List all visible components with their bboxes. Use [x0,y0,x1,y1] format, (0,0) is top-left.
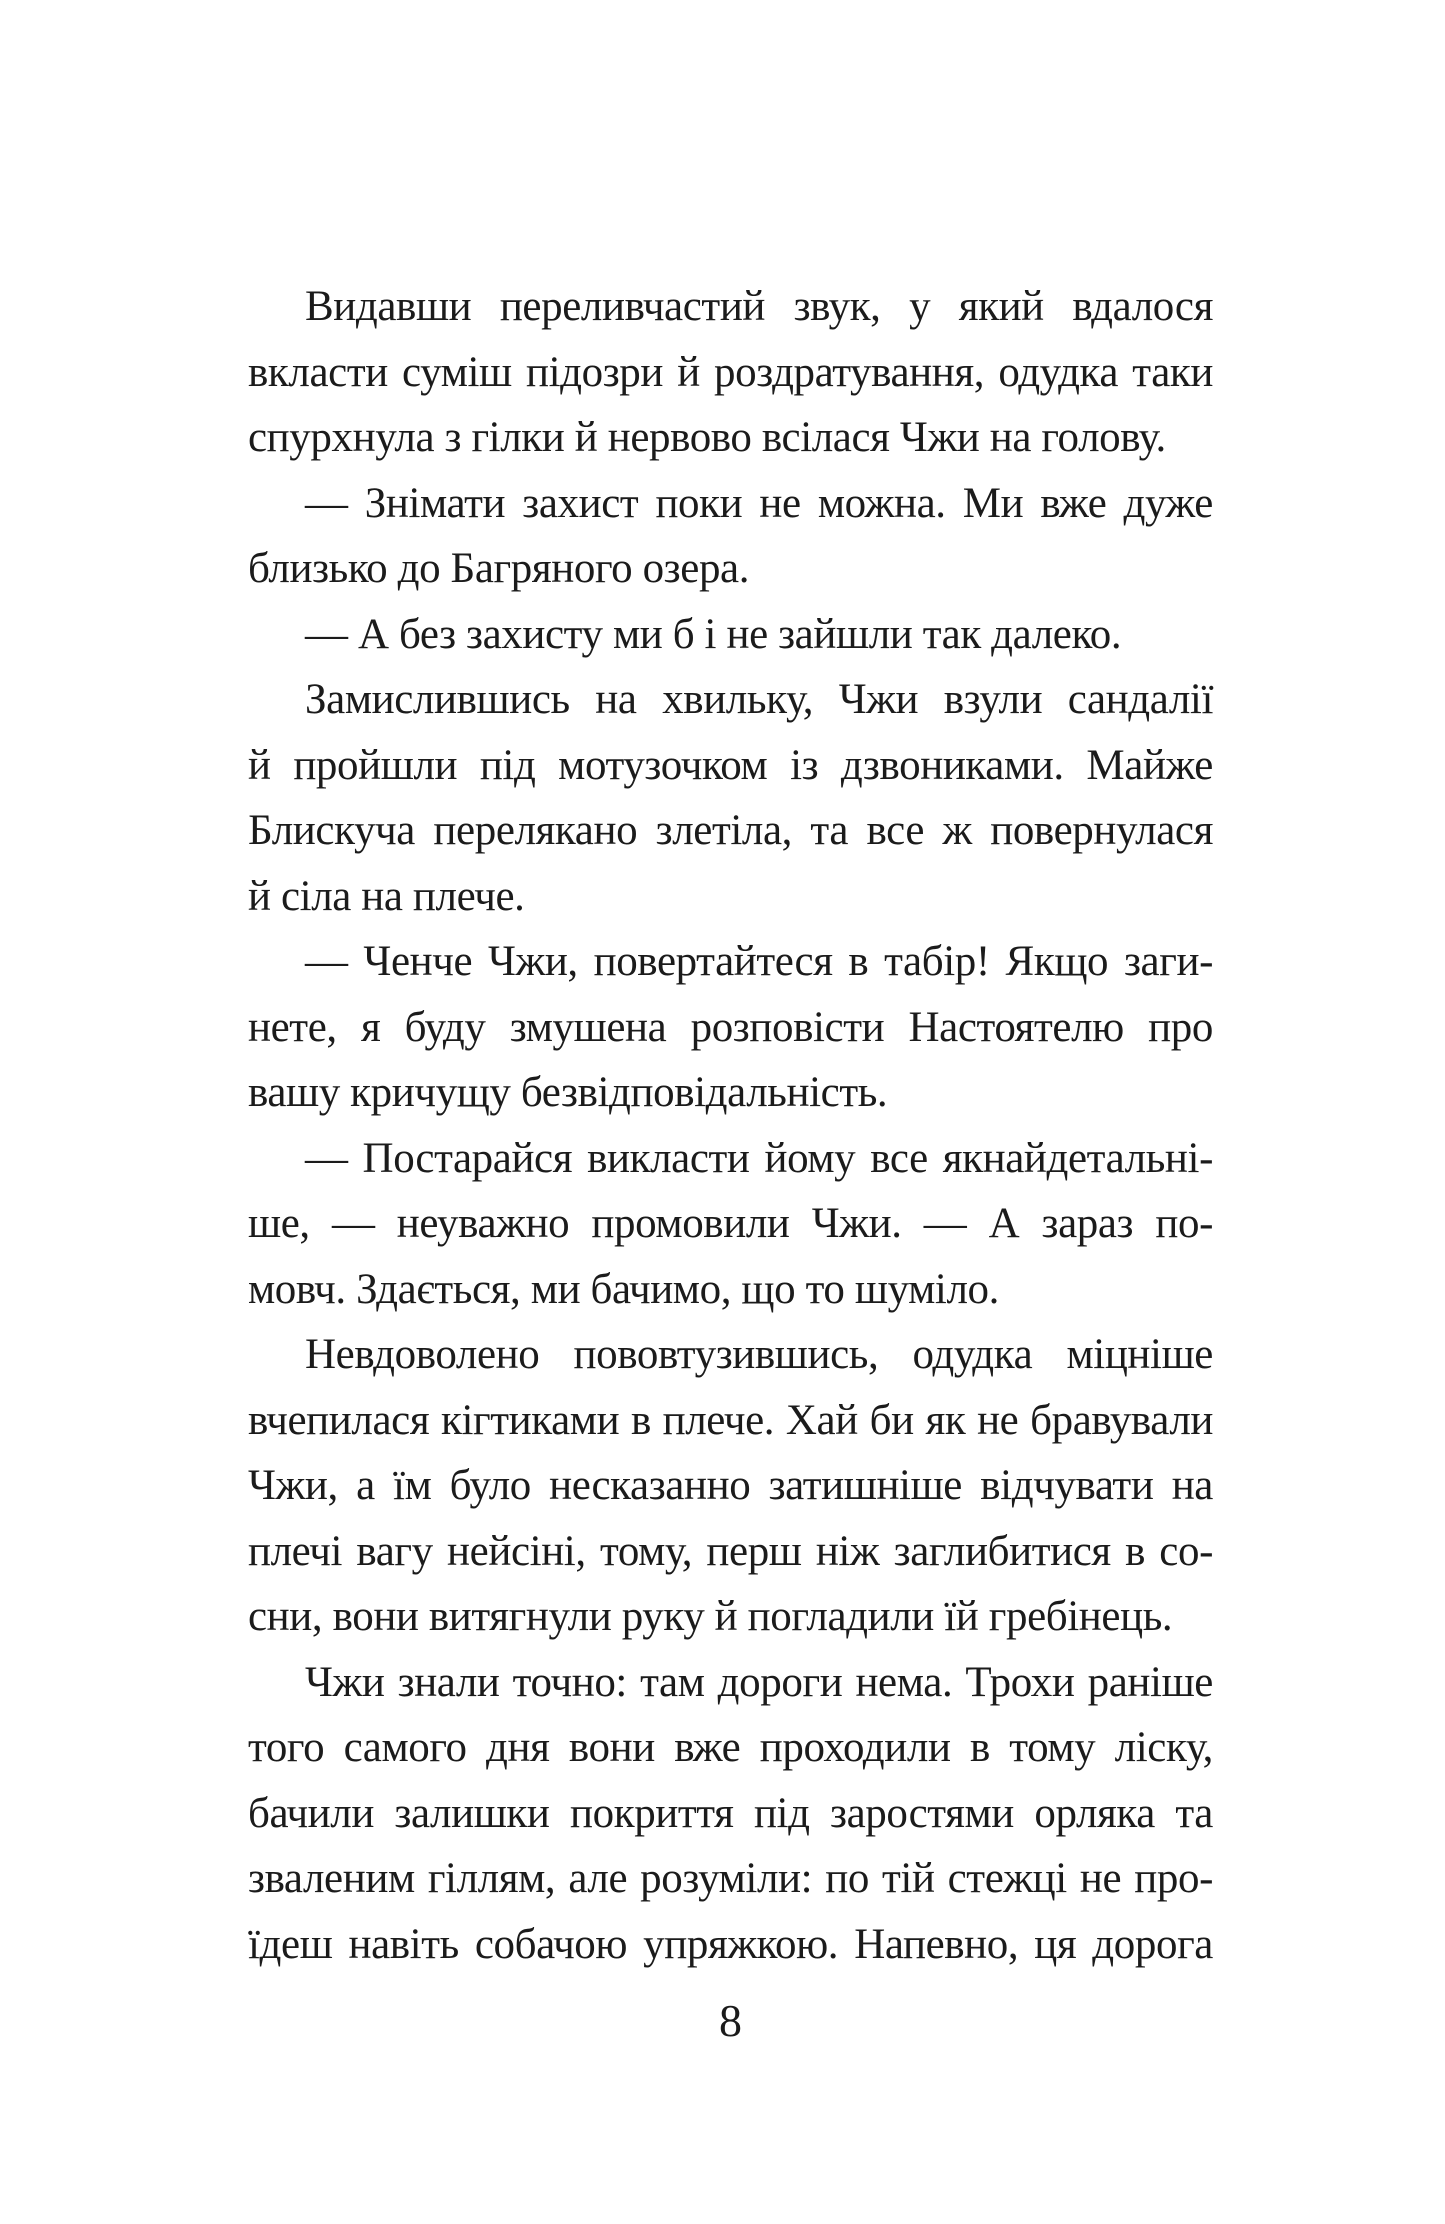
text-line: вчепилася кігтиками в плече. Хай би як не бравували [248,1396,1213,1444]
text-line: й сіла на плече. [248,872,525,920]
text-line: плечі вагу нейсіні, тому, перш ніж заглибитися в со- [248,1527,1213,1575]
text-line: Видавши переливчастий звук, у який вдалося [305,283,1213,330]
text-line: бачили залишки покриття під заростями орляка та [248,1789,1213,1837]
text-line: ше, — неуважно промовили Чжи. — А зараз по- [248,1200,1213,1247]
text-line: Невдоволено пововтузившись, одудка міцніше [305,1331,1213,1378]
text-line: сни, вони витягнули руку й погладили їй гребінець. [248,1593,1173,1640]
text-line: — Знімати захист поки не можна. Ми вже дуже [305,479,1213,527]
text-line: — Постарайся викласти йому все якнайдетальні- [305,1134,1213,1182]
text-line: мовч. Здається, ми бачимо, що то шуміло. [248,1265,999,1313]
text-line: вкласти суміш підозри й роздратування, одудка таки [248,348,1213,396]
text-line: Замислившись на хвильку, Чжи взули сандалії [305,676,1213,723]
text-line: — Ченче Чжи, повертайтеся в табір! Якщо заги- [305,938,1213,985]
body-text [248,274,1213,1977]
text-line: — А без захисту ми б і не зайшли так далеко. [305,610,1122,658]
text-line: нете, я буду змушена розповісти Настоятелю про [248,1003,1213,1051]
text-line: того самого дня вони вже проходили в тому ліску, [248,1724,1213,1771]
text-line: Чжи знали точно: там дороги нема. Трохи раніше [305,1658,1213,1706]
text-line: Чжи, а їм було несказанно затишніше відчувати на [248,1462,1213,1509]
text-line: й пройшли під мотузочком із дзвониками. Майже [248,741,1213,789]
text-line: зваленим гіллям, але розуміли: по тій стежці не про- [248,1855,1213,1902]
text-line: їдеш навіть собачою упряжкою. Напевно, ця дорога [248,1920,1213,1968]
text-line: вашу кричущу безвідповідальність. [248,1069,888,1116]
text-line: близько до Багряного озера. [248,545,750,592]
text-line: спурхнула з гілки й нервово всілася Чжи на голову. [248,414,1166,461]
text-line: Блискуча перелякано злетіла, та все ж повернулася [248,807,1213,854]
page-number: 8 [719,1995,742,2046]
